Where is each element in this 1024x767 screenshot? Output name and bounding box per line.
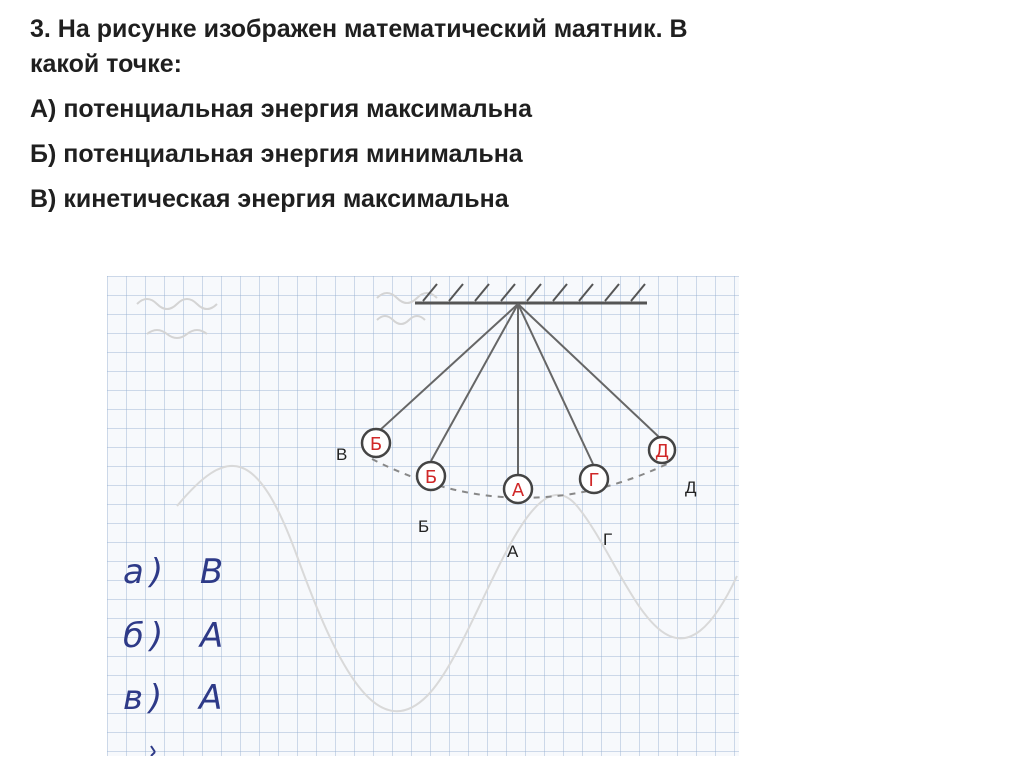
answer-scribble (151, 746, 155, 756)
bob-g-letter: Г (588, 470, 600, 491)
answer-b-label: б) (123, 616, 170, 656)
ceiling-hatching (423, 284, 645, 301)
task-item-b: Б) потенциальная энергия минимальна (30, 140, 523, 168)
point-label-g: Г (603, 530, 613, 549)
answer-c-label: в) (123, 678, 169, 718)
answer-b-value: А (200, 616, 230, 656)
bob-v-letter: Б (369, 434, 383, 455)
bob-b-letter: Б (424, 467, 438, 488)
answer-c-value: А (199, 678, 229, 718)
bob-d-letter: Д (654, 441, 670, 462)
handwritten-answer-a (123, 552, 229, 592)
bob-a-letter: А (511, 480, 525, 501)
point-label-d: Д (685, 478, 697, 497)
task-question-line-1: 3. На рисунке изображен математический маятник. В (30, 15, 688, 43)
faint-sine-wave (177, 466, 737, 711)
bob-d (649, 437, 675, 463)
point-label-b: Б (418, 517, 430, 536)
task-text (30, 12, 990, 217)
handwritten-answer-b (123, 616, 229, 656)
bob-a (504, 475, 532, 503)
answer-a-label: а) (123, 552, 170, 592)
bob-b (417, 462, 445, 490)
point-label-v: В (336, 445, 348, 464)
bob-g (580, 465, 608, 493)
answer-a-value: В (199, 552, 230, 592)
bob-v (362, 429, 390, 457)
task-item-c: В) кинетическая энергия максимальна (30, 185, 509, 213)
task-item-a: А) потенциальная энергия максимальна (30, 95, 532, 123)
pendulum-drawing (107, 276, 739, 756)
faint-handwriting (137, 293, 437, 338)
handwritten-answer-c (123, 678, 228, 718)
point-label-a: А (507, 542, 519, 561)
pendulum-strings (379, 304, 660, 475)
task-question-line-2: какой точке: (30, 50, 183, 78)
